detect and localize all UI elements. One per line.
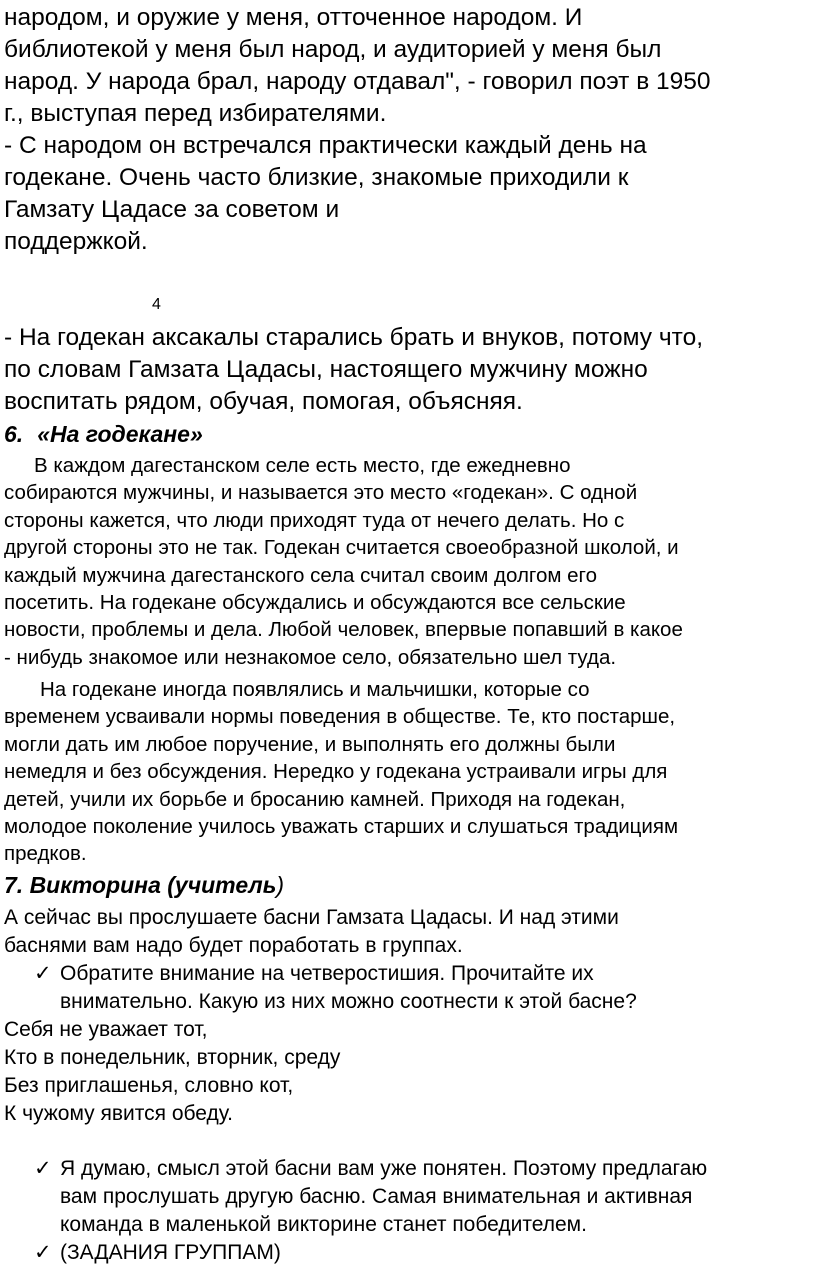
page-number: 4 xyxy=(152,296,161,313)
poem-line: Себя не уважает тот, xyxy=(4,1018,208,1041)
text-line: собираются мужчины, и называется это место «годекан». С одной xyxy=(4,481,638,505)
text-line: - нибудь знакомое или незнакомое село, обязательно шел туда. xyxy=(4,645,617,669)
section-title-paren: ) xyxy=(276,872,285,898)
checkmark-icon: ✓ xyxy=(34,1241,52,1264)
text-line: годекане. Очень часто близкие, знакомые приходили к xyxy=(4,164,629,191)
checklist-item-group-tasks xyxy=(34,1239,281,1267)
text-line: баснями вам надо будет поработать в группах. xyxy=(4,934,463,957)
text-line: поддержкой. xyxy=(4,228,148,255)
text-line: команда в маленькой викторине станет победителем. xyxy=(60,1213,587,1236)
text-line: - С народом он встречался практически каждый день на xyxy=(4,132,647,159)
text-line: Гамзату Цадасе за советом и xyxy=(4,196,340,223)
text-line: библиотекой у меня был народ, и аудиторией у меня был xyxy=(4,36,662,63)
text-line: внимательно. Какую из них можно соотнести к этой басне? xyxy=(60,990,637,1013)
text-line: по словам Гамзата Цадасы, настоящего мужчину можно xyxy=(4,356,648,383)
text-line: На годекане иногда появлялись и мальчишки, которые со xyxy=(40,678,590,701)
text-line: временем усваивали нормы поведения в обществе. Те, кто постарше, xyxy=(4,705,676,729)
text-line: г., выступая перед избирателями. xyxy=(4,100,387,127)
text-line: народом, и оружие у меня, отточенное народом. И xyxy=(4,4,583,31)
text-line: посетить. На годекане обсуждались и обсуждаются все сельские xyxy=(4,591,626,615)
checklist-item-quatrains xyxy=(34,960,637,1016)
text-line: вам прослушать другую басню. Самая внимательная и активная xyxy=(60,1185,693,1208)
grandsons-paragraph xyxy=(4,322,703,418)
text-line: детей, учили их борьбе и бросанию камней. Приходя на годекан, xyxy=(4,787,626,811)
top-paragraph xyxy=(4,2,711,258)
poem-quatrain xyxy=(4,1016,340,1128)
text-line: народ. У народа брал, народу отдавал", - говорил поэт в 1950 xyxy=(4,68,711,95)
text-line: воспитать рядом, обучая, помогая, объясняя. xyxy=(4,388,523,415)
godekan-paragraph-1 xyxy=(4,452,683,671)
poem-line: Без приглашенья, словно кот, xyxy=(4,1074,294,1097)
text-line: молодое поколение училось уважать старших и слушаться традициям xyxy=(4,815,679,839)
text-line: стороны кажется, что люди приходят туда от нечего делать. Но с xyxy=(4,508,625,532)
godekan-paragraph-2 xyxy=(4,676,678,868)
quiz-intro xyxy=(4,904,619,960)
section-title: «На годекане» xyxy=(37,421,203,447)
text-line: немедля и без обсуждения. Нередко у годекана устраивали игры для xyxy=(4,760,668,784)
text-line: Я думаю, смысл этой басни вам уже понятен. Поэтому предлагаю xyxy=(60,1157,708,1180)
section-7-heading xyxy=(4,872,284,899)
text-line: В каждом дагестанском селе есть место, где ежедневно xyxy=(34,454,571,477)
poem-line: К чужому явится обеду. xyxy=(4,1102,234,1125)
text-line: (ЗАДАНИЯ ГРУППАМ) xyxy=(60,1241,281,1264)
text-line: другой стороны это не так. Годекан считается своеобразной школой, и xyxy=(4,536,679,560)
checklist-item-next-fable xyxy=(34,1155,707,1239)
text-line: Обратите внимание на четверостишия. Прочитайте их xyxy=(60,962,594,985)
poem-line: Кто в понедельник, вторник, среду xyxy=(4,1046,341,1069)
section-title: 7. Викторина (учитель xyxy=(4,872,277,898)
text-line: - На годекан аксакалы старались брать и внуков, потому что, xyxy=(4,324,704,351)
section-6-heading xyxy=(4,421,203,448)
checkmark-icon: ✓ xyxy=(34,962,52,985)
section-number: 6. xyxy=(4,421,24,447)
text-line: А сейчас вы прослушаете басни Гамзата Цадасы. И над этими xyxy=(4,906,619,929)
text-line: новости, проблемы и дела. Любой человек, впервые попавший в какое xyxy=(4,618,683,642)
text-line: могли дать им любое поручение, и выполнять его должны были xyxy=(4,732,616,756)
text-line: каждый мужчина дагестанского села считал своим долгом его xyxy=(4,563,597,587)
checkmark-icon: ✓ xyxy=(34,1157,52,1180)
text-line: предков. xyxy=(4,842,87,866)
